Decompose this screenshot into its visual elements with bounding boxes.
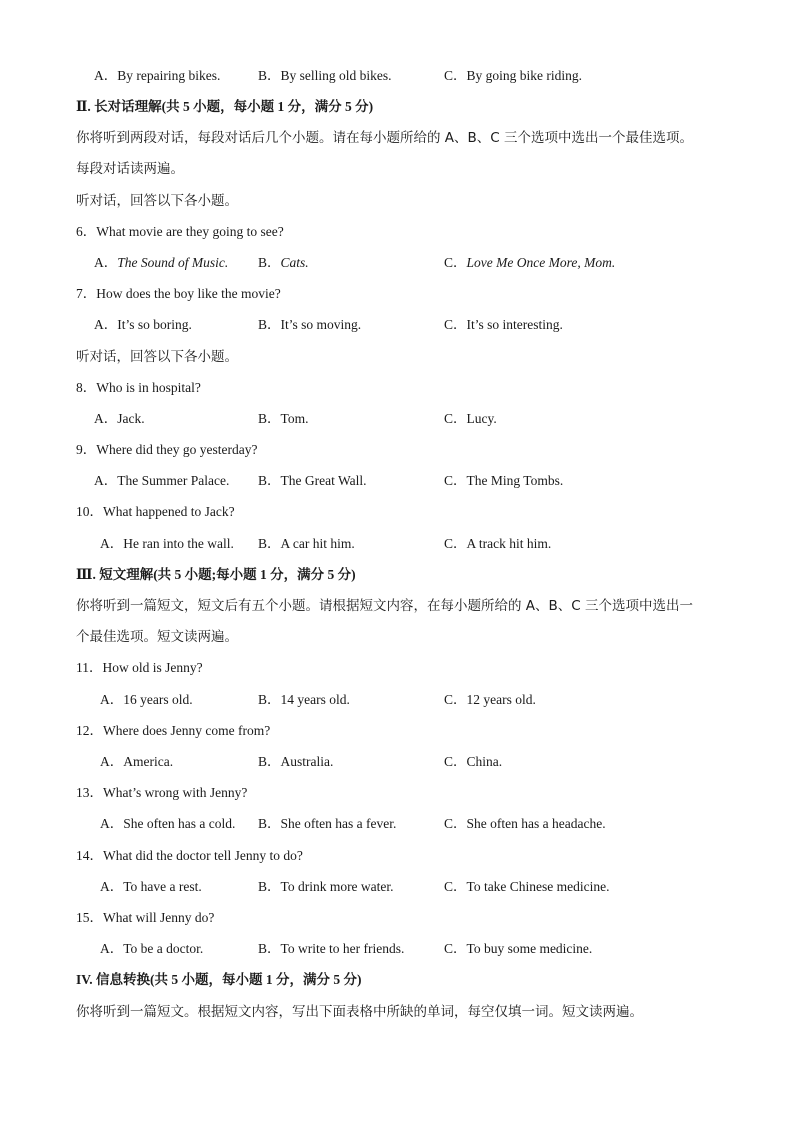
- q7-option-b[interactable]: B．It’s so moving.: [258, 317, 362, 332]
- section-3-intro-cont: 个最佳选项。短文读两遍。: [76, 629, 238, 645]
- question-7: 7．How does the boy like the movie?: [76, 286, 281, 301]
- question-10: 10．What happened to Jack?: [76, 504, 235, 519]
- q14-option-b[interactable]: B．To drink more water.: [258, 879, 394, 894]
- q12-options: [0, 752, 794, 772]
- q13-option-b[interactable]: B．She often has a fever.: [258, 816, 397, 831]
- q7-options: [0, 315, 794, 335]
- q9-option-c[interactable]: C．The Ming Tombs.: [444, 473, 564, 488]
- q11-option-a[interactable]: A．16 years old.: [100, 692, 193, 707]
- q11-options: [0, 690, 794, 710]
- q6-options: [0, 253, 794, 273]
- q15-option-b[interactable]: B．To write to her friends.: [258, 941, 405, 956]
- q9-option-a[interactable]: A．The Summer Palace.: [94, 473, 230, 488]
- q10-option-a[interactable]: A．He ran into the wall.: [100, 536, 234, 551]
- q14-options: [0, 877, 794, 897]
- q15-option-c[interactable]: C．To buy some medicine.: [444, 941, 593, 956]
- q5-options: [0, 66, 794, 86]
- q11-option-b[interactable]: B．14 years old.: [258, 692, 350, 707]
- q12-option-a[interactable]: A．America.: [100, 754, 174, 769]
- q12-option-b[interactable]: B．Australia.: [258, 754, 334, 769]
- q8-option-b[interactable]: B．Tom.: [258, 411, 309, 426]
- q13-option-c[interactable]: C．She often has a headache.: [444, 816, 606, 831]
- section-2-title: Ⅱ. 长对话理解(共 5 小题，每小题 1 分，满分 5 分): [76, 99, 374, 114]
- q8-options: [0, 409, 794, 429]
- question-11: 11．How old is Jenny?: [76, 660, 203, 675]
- q8-option-a[interactable]: A．Jack.: [94, 411, 145, 426]
- q9-options: [0, 471, 794, 491]
- q15-option-a[interactable]: A．To be a doctor.: [100, 941, 204, 956]
- q8-option-c[interactable]: C．Lucy.: [444, 411, 497, 426]
- q11-option-c[interactable]: C．12 years old.: [444, 692, 536, 707]
- q13-option-a[interactable]: A．She often has a cold.: [100, 816, 236, 831]
- section-3-title: Ⅲ. 短文理解(共 5 小题;每小题 1 分，满分 5 分): [76, 567, 356, 582]
- q9-option-b[interactable]: B．The Great Wall.: [258, 473, 367, 488]
- question-6: 6．What movie are they going to see?: [76, 224, 284, 239]
- q7-option-a[interactable]: A．It’s so boring.: [94, 317, 192, 332]
- q14-option-a[interactable]: A．To have a rest.: [100, 879, 202, 894]
- section-2-intro-cont: 每段对话读两遍。: [76, 161, 184, 177]
- q6-option-a[interactable]: A．The Sound of Music.: [94, 255, 229, 270]
- q15-options: [0, 939, 794, 959]
- section-2-intro: 你将听到两段对话，每段对话后几个小题。请在每小题所给的 A、B、C 三个选项中选出一个最佳选项。: [76, 130, 694, 146]
- q5-option-b[interactable]: B．By selling old bikes.: [258, 68, 392, 83]
- q6-option-b[interactable]: B．Cats.: [258, 255, 309, 270]
- q7-option-c[interactable]: C．It’s so interesting.: [444, 317, 563, 332]
- question-9: 9．Where did they go yesterday?: [76, 442, 258, 457]
- listen-instruction-1: 听对话，回答以下各小题。: [76, 193, 238, 209]
- question-14: 14．What did the doctor tell Jenny to do?: [76, 848, 303, 863]
- q13-options: [0, 814, 794, 834]
- question-15: 15．What will Jenny do?: [76, 910, 215, 925]
- question-8: 8．Who is in hospital?: [76, 380, 201, 395]
- q10-options: [0, 534, 794, 554]
- q10-option-c[interactable]: C．A track hit him.: [444, 536, 552, 551]
- section-4-title: IV. 信息转换(共 5 小题，每小题 1 分，满分 5 分): [76, 972, 362, 987]
- listen-instruction-2: 听对话，回答以下各小题。: [76, 349, 238, 365]
- section-4-intro: 你将听到一篇短文。根据短文内容，写出下面表格中所缺的单词，每空仅填一词。短文读两遍。: [76, 1004, 643, 1020]
- question-12: 12．Where does Jenny come from?: [76, 723, 271, 738]
- question-13: 13．What’s wrong with Jenny?: [76, 785, 248, 800]
- q14-option-c[interactable]: C．To take Chinese medicine.: [444, 879, 610, 894]
- q10-option-b[interactable]: B．A car hit him.: [258, 536, 355, 551]
- q5-option-a[interactable]: A．By repairing bikes.: [94, 68, 221, 83]
- section-3-intro: 你将听到一篇短文，短文后有五个小题。请根据短文内容，在每小题所给的 A、B、C 三个选项中选出一: [76, 598, 694, 614]
- q12-option-c[interactable]: C．China.: [444, 754, 503, 769]
- q5-option-c[interactable]: C．By going bike riding.: [444, 68, 582, 83]
- q6-option-c[interactable]: C．Love Me Once More, Mom.: [444, 255, 616, 270]
